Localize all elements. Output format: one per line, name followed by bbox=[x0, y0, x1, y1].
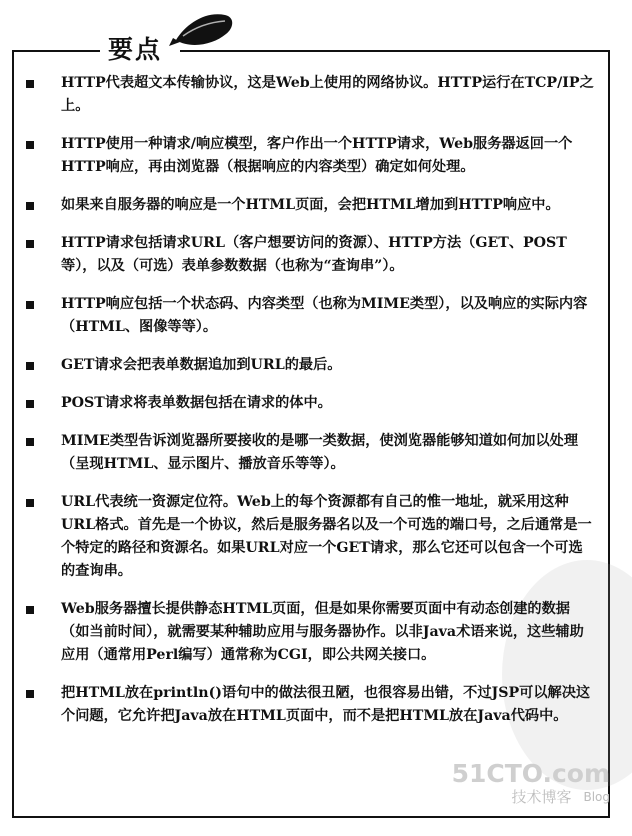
bullet-square-icon bbox=[26, 240, 34, 248]
watermark-blog: Blog bbox=[583, 790, 610, 804]
list-item bbox=[26, 682, 594, 728]
list-item bbox=[26, 194, 594, 217]
list-item bbox=[26, 491, 594, 583]
list-item-text: HTTP使用一种请求/响应模型，客户作出一个HTTP请求，Web服务器返回一个HTTP响应，再由浏览器（根据响应的内容类型）确定如何处理。 bbox=[61, 136, 573, 175]
watermark-subtitle-row bbox=[452, 788, 610, 806]
list-item bbox=[26, 133, 594, 179]
bullet-square-icon bbox=[26, 362, 34, 370]
list-item-text: GET请求会把表单数据追加到URL的最后。 bbox=[61, 357, 342, 373]
list-item-text: HTTP请求包括请求URL（客户想要访问的资源）、HTTP方法（GET、POST等），以及（可选）表单参数数据（也称为“查询串”）。 bbox=[61, 235, 567, 274]
bullet-square-icon bbox=[26, 690, 34, 698]
bullet-square-icon bbox=[26, 400, 34, 408]
list-item bbox=[26, 354, 594, 377]
bullet-square-icon bbox=[26, 301, 34, 309]
list-item bbox=[26, 430, 594, 476]
list-item-text: 把HTML放在println()语句中的做法很丑陋，也很容易出错，不过JSP可以解决这个问题，它允许把Java放在HTML页面中，而不是把HTML放在Java代码中。 bbox=[61, 685, 591, 724]
bullet-square-icon bbox=[26, 606, 34, 614]
list-item-text: HTTP代表超文本传输协议，这是Web上使用的网络协议。HTTP运行在TCP/IP之上。 bbox=[61, 75, 594, 114]
bullet-square-icon bbox=[26, 80, 34, 88]
list-item bbox=[26, 392, 594, 415]
bullet-square-icon bbox=[26, 141, 34, 149]
watermark-site: 51CTO.com bbox=[451, 759, 610, 788]
list-item-text: MIME类型告诉浏览器所要接收的是哪一类数据，使浏览器能够知道如何加以处理（呈现HTML、显示图片、播放音乐等等）。 bbox=[61, 433, 579, 472]
watermark bbox=[452, 760, 610, 806]
pencil-icon bbox=[168, 6, 238, 51]
list-item-text: HTTP响应包括一个状态码、内容类型（也称为MIME类型），以及响应的实际内容（HTML、图像等等）。 bbox=[61, 296, 588, 335]
list-item bbox=[26, 232, 594, 278]
key-points-list bbox=[26, 72, 594, 743]
bullet-square-icon bbox=[26, 438, 34, 446]
watermark-subtitle: 技术博客 bbox=[511, 788, 572, 806]
section-title: 要点 bbox=[108, 35, 163, 64]
list-item-text: 如果来自服务器的响应是一个HTML页面，会把HTML增加到HTTP响应中。 bbox=[61, 197, 560, 213]
bullet-square-icon bbox=[26, 499, 34, 507]
list-item-text: POST请求将表单数据包括在请求的体中。 bbox=[61, 395, 332, 411]
list-item bbox=[26, 598, 594, 667]
list-item bbox=[26, 72, 594, 118]
bullet-square-icon bbox=[26, 202, 34, 210]
list-item-text: URL代表统一资源定位符。Web上的每个资源都有自己的惟一地址，就采用这种URL格式。首先是一个协议，然后是服务器名以及一个可选的端口号，之后通常是一个特定的路径和资源名。如果URL对应一个GET请求，那么它还可以包含一个可选的查询串。 bbox=[61, 494, 592, 579]
list-item bbox=[26, 293, 594, 339]
list-item-text: Web服务器擅长提供静态HTML页面，但是如果你需要页面中有动态创建的数据（如当前时间），就需要某种辅助应用与服务器协作。以非Java术语来说，这些辅助应用（通常用Perl编写）通常称为CGI，即公共网关接口。 bbox=[61, 601, 584, 663]
